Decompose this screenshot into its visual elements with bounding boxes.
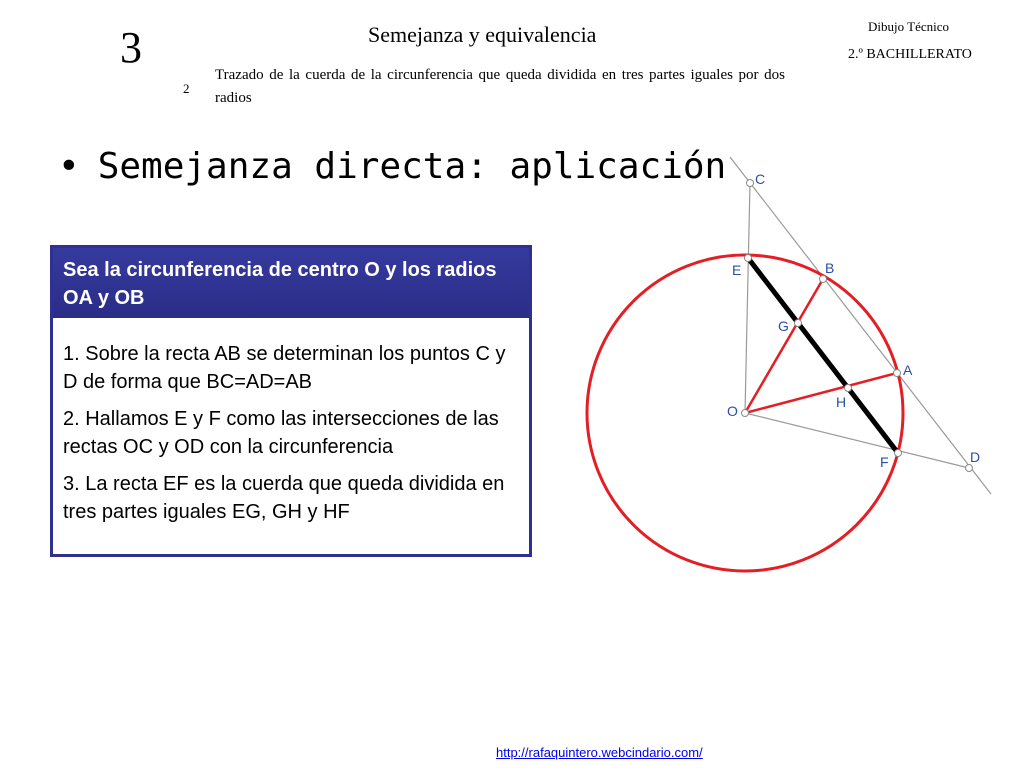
step-3: 3. La recta EF es la cuerda que queda dividida en tres partes iguales EG, GH y HF: [63, 473, 505, 523]
label-o: O: [727, 403, 738, 419]
point-o: [742, 410, 749, 417]
step-2: 2. Hallamos E y F como las intersecciones de las rectas OC y OD con la circunferencia: [63, 408, 499, 458]
label-f: F: [880, 454, 889, 470]
point-a: [894, 370, 901, 377]
radius-ob: [745, 279, 823, 413]
label-c: C: [755, 171, 766, 187]
label-b: B: [825, 260, 835, 276]
section-number: 2: [183, 81, 190, 96]
line-cd: [730, 157, 991, 494]
chapter-number: 3: [120, 23, 142, 72]
line-oc: [745, 183, 750, 413]
section-description: Trazado de la cuerda de la circunferencia que queda dividida en tres partes iguales por dos radios: [215, 67, 785, 106]
bullet: •: [58, 146, 80, 187]
label-d: D: [970, 449, 981, 465]
point-c: [747, 180, 754, 187]
chord-ef: [748, 258, 898, 453]
label-g: G: [778, 318, 789, 334]
point-g: [795, 320, 802, 327]
label-e: E: [732, 262, 742, 278]
info-box-header: Sea la circunferencia de centro O y los radios OA y OB: [53, 248, 529, 318]
subject-label: Dibujo Técnico: [868, 19, 949, 34]
label-h: H: [836, 394, 847, 410]
point-f: [895, 450, 902, 457]
step-1: 1. Sobre la recta AB se determinan los puntos C y D de forma que BC=AD=AB: [63, 343, 506, 393]
main-heading-text: Semejanza directa: aplicación: [97, 146, 727, 187]
point-e: [745, 255, 752, 262]
point-d: [966, 465, 973, 472]
radius-oa: [745, 373, 897, 413]
label-a: A: [903, 362, 913, 378]
header-title: Semejanza y equivalencia: [368, 22, 597, 47]
footer-link[interactable]: http://rafaquintero.webcindario.com/: [496, 745, 703, 760]
course-label: 2.º BACHILLERATO: [848, 47, 972, 62]
point-h: [845, 385, 852, 392]
point-b: [820, 276, 827, 283]
